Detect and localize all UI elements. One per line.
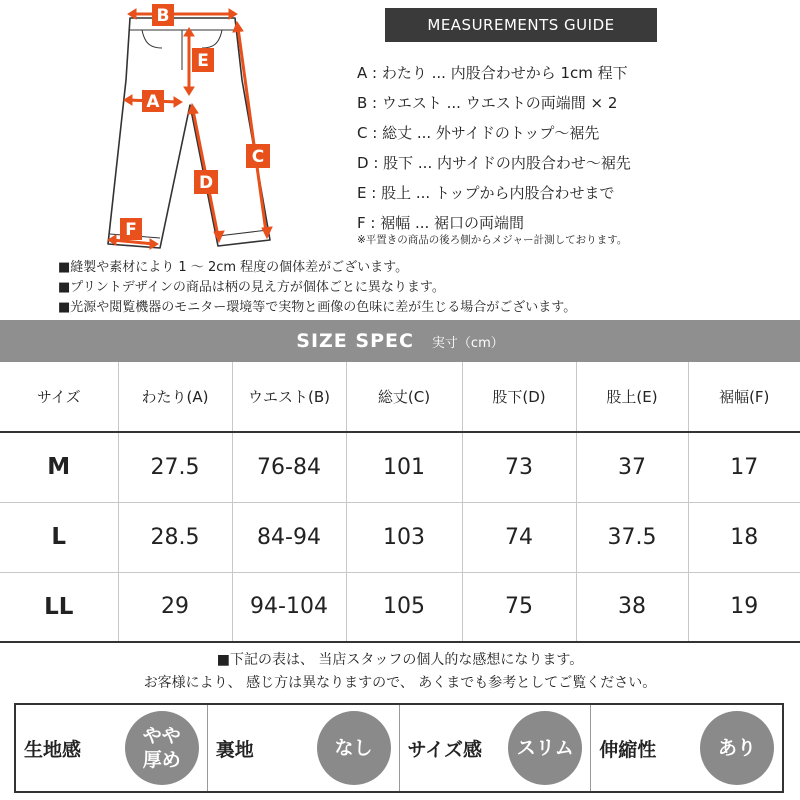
table-cell: L	[0, 502, 118, 572]
table-cell: 94-104	[232, 572, 346, 642]
guide-item-d: D : 股下 ... 内サイドの内股合わせ～裾先	[357, 154, 631, 172]
size-spec-header	[0, 320, 800, 362]
table-cell: 73	[462, 432, 576, 502]
footnote-line: お客様により、 感じ方は異なりますので、 あくまでも参考としてご覧ください。	[143, 675, 657, 691]
table-row	[0, 572, 800, 642]
table-cell: 19	[688, 572, 800, 642]
feel-label: サイズ感	[407, 738, 482, 761]
guide-item-f: F : 裾幅 ... 裾口の両端間	[357, 214, 525, 232]
notice-item: ■光源や閲覧機器のモニター環境等で実物と画像の色味に差が生じる場合がございます。	[58, 300, 577, 315]
feel-lining	[207, 705, 399, 791]
feel-fit	[399, 705, 591, 791]
table-cell: 37.5	[576, 502, 688, 572]
feel-label: 伸縮性	[599, 738, 657, 761]
table-header-row	[0, 362, 800, 432]
table-row	[0, 502, 800, 572]
table-row	[0, 432, 800, 502]
table-header: わたり(A)	[118, 362, 232, 432]
label-f: F	[125, 220, 137, 240]
table-cell: 76-84	[232, 432, 346, 502]
notices	[58, 258, 798, 318]
size-spec-subtitle: 実寸（cm）	[431, 335, 504, 351]
staff-impression-note	[0, 649, 800, 695]
table-cell: 38	[576, 572, 688, 642]
feel-label: 裏地	[215, 738, 254, 761]
feel-value: 厚め	[142, 749, 181, 771]
size-spec-title: SIZE SPEC	[296, 330, 414, 352]
table-header: サイズ	[0, 362, 118, 432]
guide-item-c: C : 総丈 ... 外サイドのトップ～裾先	[357, 124, 600, 142]
label-d: D	[198, 173, 214, 193]
table-cell: 28.5	[118, 502, 232, 572]
label-b: B	[156, 6, 170, 26]
label-a: A	[146, 92, 160, 112]
feel-badge	[700, 711, 774, 785]
table-cell: 101	[346, 432, 462, 502]
table-cell: 17	[688, 432, 800, 502]
feel-table	[14, 703, 784, 793]
feel-badge	[125, 711, 199, 785]
feel-badge	[508, 711, 582, 785]
measurement-note: ※平置きの商品の後ろ側からメジャー計測しております。	[357, 234, 628, 246]
table-cell: 84-94	[232, 502, 346, 572]
table-cell: 74	[462, 502, 576, 572]
feel-stretch	[590, 705, 782, 791]
feel-label: 生地感	[24, 738, 82, 761]
measurements-guide-list	[357, 58, 797, 238]
table-cell: 27.5	[118, 432, 232, 502]
table-header: 股上(E)	[576, 362, 688, 432]
feel-badge	[317, 711, 391, 785]
table-cell: 37	[576, 432, 688, 502]
measurements-guide-title: MEASUREMENTS GUIDE	[385, 8, 657, 42]
footnote-line: ■下記の表は、 当店スタッフの個人的な感想になります。	[216, 652, 584, 668]
guide-item-a: A : わたり ... 内股合わせから 1cm 程下	[357, 64, 628, 82]
guide-item-b: B : ウエスト ... ウエストの両端間 × 2	[357, 94, 618, 112]
table-header: 総丈(C)	[346, 362, 462, 432]
table-header: 裾幅(F)	[688, 362, 800, 432]
table-cell: 29	[118, 572, 232, 642]
table-header: ウエスト(B)	[232, 362, 346, 432]
pants-diagram	[90, 0, 290, 255]
table-cell: 75	[462, 572, 576, 642]
notice-item: ■プリントデザインの商品は柄の見え方が個体ごとに異なります。	[58, 280, 445, 295]
table-cell: 103	[346, 502, 462, 572]
label-e: E	[197, 51, 209, 71]
feel-value: なし	[334, 737, 373, 759]
table-header: 股下(D)	[462, 362, 576, 432]
feel-fabric	[16, 705, 207, 791]
notice-item: ■縫製や素材により 1 ～ 2cm 程度の個体差がございます。	[58, 260, 409, 275]
feel-value: スリム	[516, 737, 574, 759]
feel-value: あり	[717, 737, 756, 759]
table-cell: M	[0, 432, 118, 502]
table-cell: 105	[346, 572, 462, 642]
table-cell: LL	[0, 572, 118, 642]
label-c: C	[251, 147, 265, 167]
size-table	[0, 362, 800, 643]
table-cell: 18	[688, 502, 800, 572]
guide-item-e: E : 股上 ... トップから内股合わせまで	[357, 184, 615, 202]
feel-value: やや	[142, 725, 181, 747]
